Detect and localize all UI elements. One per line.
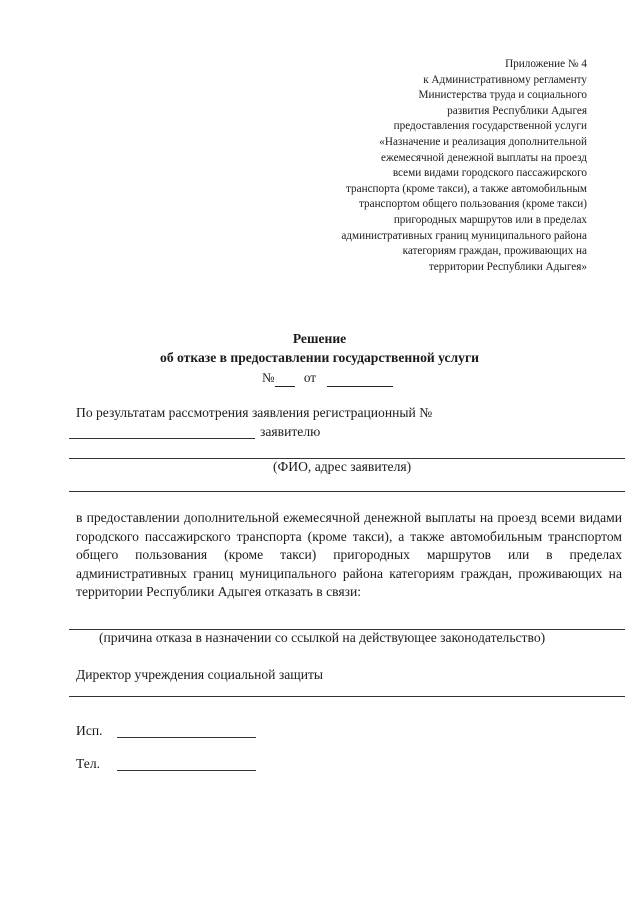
refusal-paragraph: в предоставлении дополнительной ежемесячной денежной выплаты на проезд всеми видами городского пассажирского транспорта (кроме такси), а также автомобильным транспортом общего пользования (кроме такси) пригородных маршрутов или в пределах административных границ муниципального района категориям граждан, проживающих на территории Республики Адыгея отказать в связи: [76, 510, 622, 600]
date-blank [327, 370, 393, 387]
applicant-caption: (ФИО, адрес заявителя) [273, 459, 412, 474]
document-title [0, 329, 639, 367]
registration-text: По результатам рассмотрения заявления регистрационный № [76, 405, 433, 420]
appendix-line: всеми видами городского пассажирского [392, 167, 587, 180]
executor-line [117, 737, 256, 738]
appendix-line: пригородных маршрутов или в пределах [393, 213, 587, 226]
appendix-block [287, 57, 587, 275]
director-label: Директор учреждения социальной защиты [76, 667, 324, 682]
appendix-line: к Административному регламенту [423, 73, 587, 86]
appendix-line: Министерства труда и социального [418, 89, 587, 102]
appendix-line: транспорта (кроме такси), а также автомобильным [346, 182, 587, 195]
appendix-line: административных границ муниципального района [341, 229, 587, 242]
number-date-line [262, 370, 393, 387]
title-line-2: об отказе в предоставлении государственной услуги [160, 350, 479, 365]
date-label: от [303, 370, 317, 385]
applicant-line-2 [69, 491, 625, 492]
appendix-line: ежемесячной денежной выплаты на проезд [381, 151, 587, 164]
applicant-label: заявителю [260, 424, 321, 439]
phone-line [117, 770, 256, 771]
appendix-line: «Назначение и реализация дополнительной [379, 135, 587, 148]
number-label: № [262, 370, 275, 385]
appendix-line: транспортом общего пользования (кроме такси) [358, 198, 587, 211]
registration-number-line [69, 438, 255, 439]
appendix-line: развития Республики Адыгея [447, 104, 587, 117]
executor-label: Исп. [76, 723, 103, 738]
director-signature-line [69, 696, 625, 697]
appendix-line: категориям граждан, проживающих на [402, 245, 587, 258]
title-line-1: Решение [292, 331, 347, 346]
appendix-line: Приложение № 4 [505, 58, 587, 70]
appendix-line: предоставления государственной услуги [393, 120, 587, 133]
number-blank [275, 370, 295, 387]
phone-label: Тел. [76, 756, 101, 771]
appendix-line: территории Республики Адыгея» [428, 260, 587, 273]
reason-caption: (причина отказа в назначении со ссылкой на действующее законодательство) [99, 630, 546, 645]
